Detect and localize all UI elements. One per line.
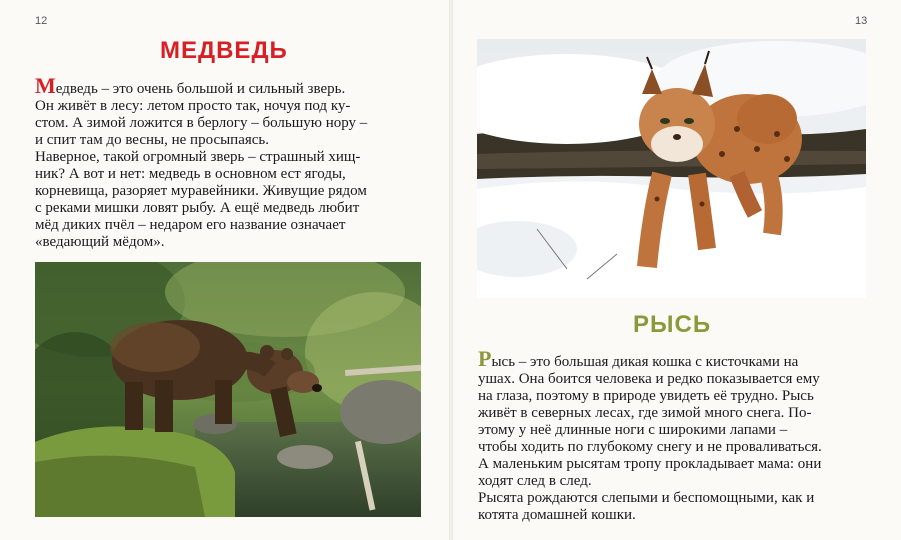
bear-first-line	[35, 73, 427, 98]
lynx-text-line: этому у неё длинные ноги с широкими лапами –	[478, 422, 788, 438]
lynx-text	[478, 346, 864, 524]
bear-text-line: с реками мишки ловят рыбу. А ещё медведь любит	[35, 200, 360, 216]
bear-first-line-rest: едведь – это очень большой и сильный зверь.	[55, 81, 346, 97]
bear-illustration	[35, 262, 421, 517]
lynx-illustration	[477, 39, 866, 298]
bear-title: МЕДВЕДЬ	[160, 37, 288, 64]
bear-text-line: ник? А вот и нет: медведь в основном ест ягоды,	[35, 166, 346, 182]
lynx-text-line: ушах. Она боится человека и редко показывается ему	[478, 371, 820, 387]
lynx-text-line: А маленьким рысятам тропу прокладывает мама: они	[478, 456, 822, 472]
lynx-title: РЫСЬ	[633, 311, 712, 338]
bear-text-line: мёд диких пчёл – недаром его название означает	[35, 217, 346, 233]
lynx-drop-cap: Р	[478, 346, 492, 371]
bear-text-line: и спит там до весны, не просыпаясь.	[35, 132, 270, 148]
lynx-photo	[477, 39, 866, 298]
page-number-right: 13	[855, 15, 868, 27]
bear-text-line: Он живёт в лесу: летом просто так, ночуя под ку-	[35, 98, 351, 114]
page-number-left: 12	[35, 15, 48, 27]
bear-drop-cap: М	[35, 73, 56, 98]
lynx-text-line: ходят след в след.	[478, 473, 592, 489]
lynx-text-line: Рысята рождаются слепыми и беспомощными, как и	[478, 490, 815, 506]
lynx-text-line: чтобы ходить по глубокому снегу и не проваливаться.	[478, 439, 822, 455]
bear-text-line: стом. А зимой ложится в берлогу – большую нору –	[35, 115, 368, 131]
lynx-first-line	[478, 346, 864, 371]
lynx-text-line: на глаза, поэтому в природе увидеть её трудно. Рысь	[478, 388, 814, 404]
lynx-text-line: котята домашней кошки.	[478, 507, 636, 523]
bear-text-line: корневища, разоряет муравейники. Живущие рядом	[35, 183, 367, 199]
lynx-text-line: живёт в северных лесах, где зимой много снега. По-	[478, 405, 812, 421]
bear-text	[35, 73, 427, 251]
book-spine	[449, 0, 453, 540]
bear-text-line: Наверное, такой огромный зверь – страшный хищ-	[35, 149, 361, 165]
bear-text-line: «ведающий мёдом».	[35, 234, 165, 250]
lynx-first-line-rest: ысь – это большая дикая кошка с кисточками на	[491, 354, 799, 370]
bear-photo	[35, 262, 421, 517]
